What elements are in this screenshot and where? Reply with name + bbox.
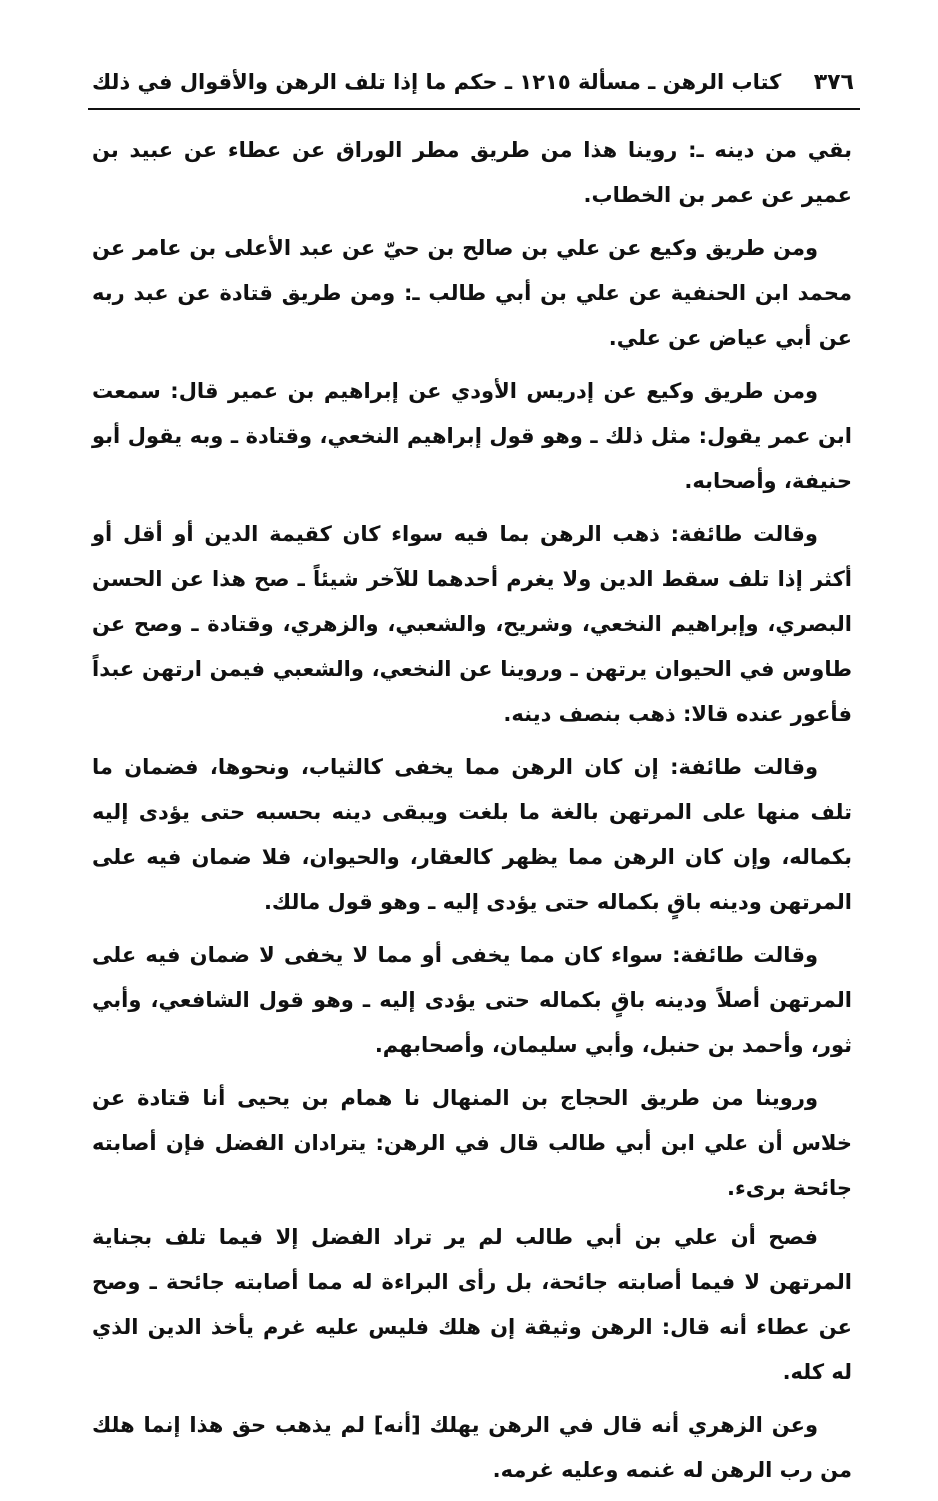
paragraph: ومن طريق وكيع عن علي بن صالح بن حيّ عن عبد الأعلى بن عامر عن محمد ابن الحنفية عن علي بن أبي طالب ـ: ومن طريق قتادة عن عبد ربه عن أبي عياض عن علي. <box>92 236 852 350</box>
body-text <box>92 128 852 1501</box>
paragraph: وقالت طائفة: ذهب الرهن بما فيه سواء كان كقيمة الدين أو أقل أو أكثر إذا تلف سقط الدين ولا يغرم أحدهما للآخر شيئاً ـ صح هذا عن الحسن البصري، وإبراهيم النخعي، وشريح، والشعبي، والزهري، وقتادة ـ وصح عن طاوس في الحيوان يرتهن ـ وروينا عن النخعي، والشعبي فيمن ارتهن عبداً فأعور عنده قالا: ذهب بنصف دينه. <box>92 522 852 726</box>
chapter-title: كتاب الرهن ـ مسألة ١٢١٥ ـ حكم ما إذا تلف الرهن والأقوال في ذلك <box>92 70 782 94</box>
paragraph: وقالت طائفة: إن كان الرهن مما يخفى كالثياب، ونحوها، فضمان ما تلف منها على المرتهن بالغة ما بلغت ويبقى دينه بحسبه حتى يؤدى إليه بكماله، وإن كان الرهن مما يظهر كالعقار، والحيوان، فلا ضمان فيه على المرتهن ودينه باقٍ بكماله حتى يؤدى إليه ـ وهو قول مالك. <box>92 755 852 914</box>
page-number: ٣٧٦ <box>813 69 854 95</box>
paragraph: وعن الزهري أنه قال في الرهن يهلك [أنه] لم يذهب حق هذا إنما هلك من رب الرهن له غنمه وعليه غرمه. <box>92 1413 852 1482</box>
paragraph: ومن طريق وكيع عن إدريس الأودي عن إبراهيم بن عمير قال: سمعت ابن عمر يقول: مثل ذلك ـ وهو قول إبراهيم النخعي، وقتادة ـ وبه يقول أبو حنيفة، وأصحابه. <box>92 379 852 493</box>
paragraph: بقي من دينه ـ: روينا هذا من طريق مطر الوراق عن عطاء عن عبيد بن عمير عن عمر بن الخطاب. <box>92 138 852 207</box>
paragraph: وروينا من طريق الحجاج بن المنهال نا همام بن يحيى أنا قتادة عن خلاس أن علي ابن أبي طالب قال في الرهن: يترادان الفضل فإن أصابته جائحة برىء. <box>92 1086 852 1200</box>
paragraph: وقالت طائفة: سواء كان مما يخفى أو مما لا يخفى لا ضمان فيه على المرتهن أصلاً ودينه باقٍ بكماله حتى يؤدى إليه ـ وهو قول الشافعي، وأبي ثور، وأحمد بن حنبل، وأبي سليمان، وأصحابهم. <box>92 943 852 1057</box>
paragraph: فصح أن علي بن أبي طالب لم ير تراد الفضل إلا فيما تلف بجناية المرتهن لا فيما أصابته جائحة، بل رأى البراءة له مما أصابته جائحة ـ وصح عن عطاء أنه قال: الرهن وثيقة إن هلك فليس عليه غرم يأخذ الدين الذي له كله. <box>92 1225 852 1384</box>
header-divider <box>88 108 860 110</box>
running-head <box>92 62 854 102</box>
